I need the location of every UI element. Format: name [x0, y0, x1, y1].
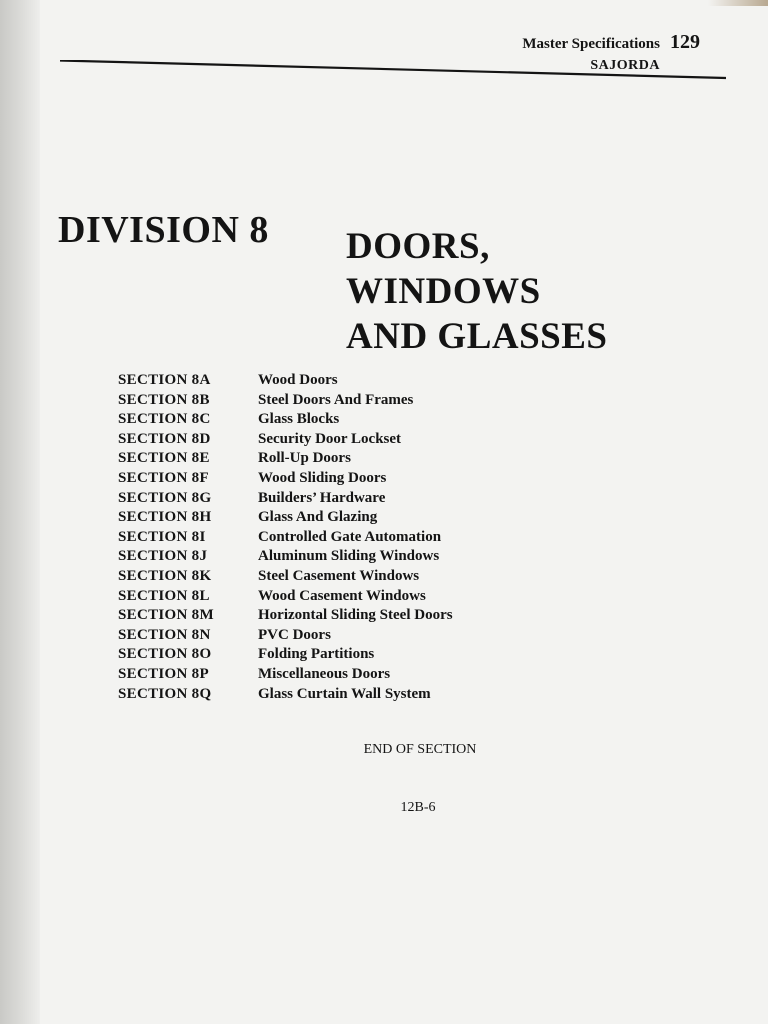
- section-name: Steel Doors And Frames: [258, 391, 414, 408]
- section-code: SECTION 8C: [118, 411, 211, 428]
- section-row: [118, 490, 538, 510]
- section-code: SECTION 8O: [118, 646, 212, 663]
- page-corner-shadow: [708, 0, 768, 6]
- section-row: [118, 529, 538, 549]
- section-name: Glass Blocks: [258, 411, 340, 428]
- section-row: [118, 450, 538, 470]
- section-row: [118, 548, 538, 568]
- section-name: Glass And Glazing: [258, 509, 378, 526]
- section-name: Roll-Up Doors: [258, 450, 351, 467]
- section-row: [118, 646, 538, 666]
- division-title-line: AND GLASSES: [346, 316, 608, 357]
- section-name: Wood Sliding Doors: [258, 469, 387, 486]
- section-code: SECTION 8D: [118, 430, 211, 447]
- section-row: [118, 568, 538, 588]
- section-row: [118, 411, 538, 431]
- section-row: [118, 470, 538, 490]
- header-page-number: 129: [670, 31, 700, 53]
- section-row: [118, 666, 538, 686]
- section-name: Horizontal Sliding Steel Doors: [258, 607, 453, 624]
- section-code: SECTION 8H: [118, 509, 212, 526]
- section-name: Controlled Gate Automation: [258, 528, 442, 545]
- header-subtitle: SAJORDA: [590, 58, 660, 73]
- section-code: SECTION 8J: [118, 548, 208, 565]
- section-row: [118, 431, 538, 451]
- division-title-line: WINDOWS: [346, 271, 541, 312]
- section-name: Glass Curtain Wall System: [258, 685, 431, 702]
- page-code: 12B-6: [400, 800, 436, 815]
- section-code: SECTION 8P: [118, 665, 209, 682]
- section-code: SECTION 8A: [118, 372, 211, 388]
- section-row: [118, 392, 538, 412]
- end-of-section-note: END OF SECTION: [363, 742, 477, 757]
- division-title: [346, 224, 608, 359]
- section-name: Miscellaneous Doors: [258, 665, 391, 682]
- section-code: SECTION 8L: [118, 587, 210, 604]
- section-name: Folding Partitions: [258, 646, 375, 663]
- section-row: [118, 627, 538, 647]
- section-name: Wood Casement Windows: [258, 587, 426, 604]
- section-name: Aluminum Sliding Windows: [258, 548, 440, 565]
- section-code: SECTION 8E: [118, 450, 210, 467]
- section-code: SECTION 8I: [118, 528, 206, 545]
- division-title-line: DOORS,: [346, 226, 490, 267]
- section-list: [118, 372, 538, 705]
- section-code: SECTION 8B: [118, 391, 210, 408]
- section-name: Steel Casement Windows: [258, 567, 420, 584]
- section-code: SECTION 8F: [118, 469, 209, 486]
- section-row: [118, 686, 538, 706]
- division-label: DIVISION 8: [58, 209, 269, 251]
- section-code: SECTION 8K: [118, 567, 212, 584]
- section-name: PVC Doors: [258, 626, 331, 643]
- section-row: [118, 509, 538, 529]
- section-row: [118, 588, 538, 608]
- header-rule: [60, 60, 726, 80]
- section-name: Security Door Lockset: [258, 430, 402, 447]
- section-name: Builders’ Hardware: [258, 489, 386, 506]
- section-code: SECTION 8Q: [118, 685, 212, 702]
- section-name: Wood Doors: [258, 372, 338, 388]
- section-code: SECTION 8N: [118, 626, 211, 643]
- section-row: [118, 372, 538, 392]
- page-spine-shadow: [0, 0, 40, 1024]
- section-code: SECTION 8M: [118, 607, 214, 624]
- header-title: Master Specifications: [522, 36, 660, 52]
- section-row: [118, 607, 538, 627]
- section-code: SECTION 8G: [118, 489, 212, 506]
